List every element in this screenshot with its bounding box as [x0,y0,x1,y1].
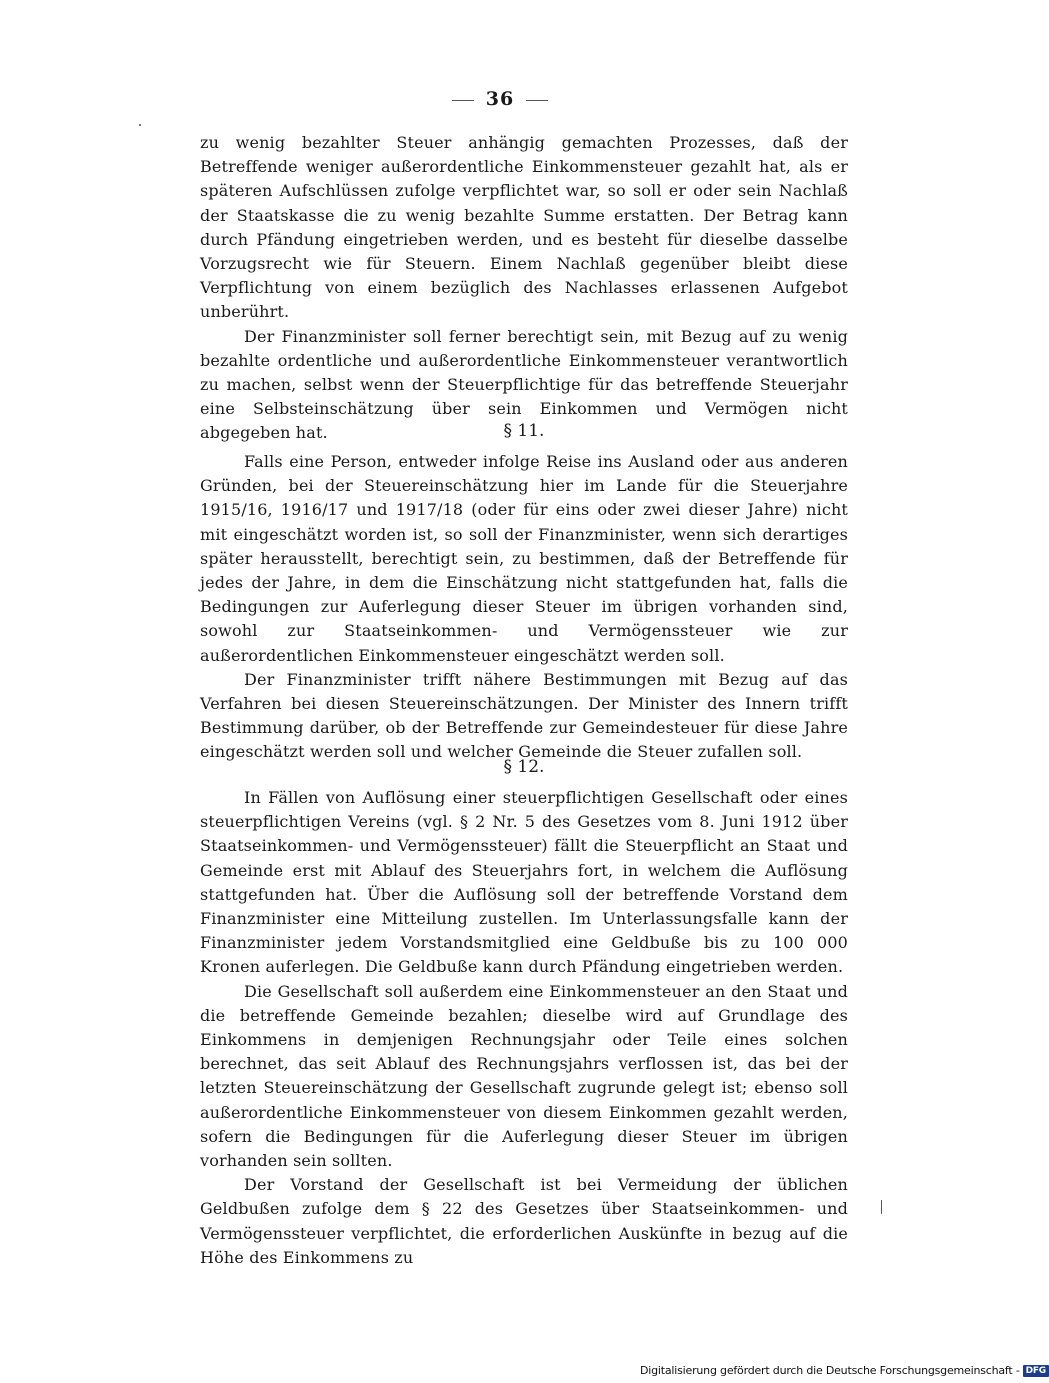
top-text-block [200,131,848,446]
footer-text: Digitalisierung gefördert durch die Deutsche Forschungsgemeinschaft - [640,1364,1020,1377]
section-12-heading: § 12. [503,757,545,777]
section-11-heading: § 11. [503,421,545,441]
paragraph-continuation: zu wenig bezahlter Steuer anhängig gemachten Prozesses, daß der Betreffende weniger außerordentliche Einkommensteuer gezahlt hat, als er späteren Aufschlüssen zufolge verpflichtet war, so soll er oder sein Nachlaß der Staatskasse die zu wenig bezahlte Summe erstatten. Der Betrag kann durch Pfändung eingetrieben werden, und es besteht für dieselbe dasselbe Vorzugsrecht wie für Steuern. Einem Nachlaß gegenüber bleibt diese Verpflichtung von einem bezüglich des Nachlasses erlassenen Aufgebot unberührt. [200,133,848,322]
section-12-paragraph-1: In Fällen von Auflösung einer steuerpflichtigen Gesellschaft oder eines steuerpflichtigen Vereins (vgl. § 2 Nr. 5 des Gesetzes vom 8. Juni 1912 über Staatseinkommen- und Vermögenssteuer) fällt die Steuerpflicht an Staat und Gemeinde erst mit Ablauf des Steuerjahrs fort, in welchem die Auflösung stattgefunden hat. Über die Auflösung soll der betreffende Vorstand dem Finanzminister eine Mitteilung zustellen. Im Unterlassungsfalle kann der Finanzminister jedem Vorstandsmitglied eine Geldbuße bis zu 100 000 Kronen auferlegen. Die Geldbuße kann durch Pfändung eingetrieben werden. [200,788,848,977]
page-number: 36 [485,88,515,110]
section-12-paragraph-2: Die Gesellschaft soll außerdem eine Einkommensteuer an den Staat und die betreffende Gemeinde bezahlen; dieselbe wird auf Grundlage des Einkommens in demjenigen Rechnungsjahr oder Teile eines solchen berechnet, das seit Ablauf des Rechnungsjahrs verflossen ist, das bei der letzten Steuereinschätzung der Gesellschaft zugrunde gelegt ist; ebenso soll außerordentliche Einkommensteuer von diesem Einkommen gezahlt werden, sofern die Bedingungen für die Auferlegung dieser Steuer im übrigen vorhanden sein sollten. [200,981,848,1171]
section-11-paragraph-1: Falls eine Person, entweder infolge Reise ins Ausland oder aus anderen Gründen, bei der Steuereinschätzung hier im Lande für die Steuerjahre 1915/16, 1916/17 und 1917/18 (oder für eins oder zwei dieser Jahre) nicht mit eingeschätzt worden ist, so soll der Finanzminister, wenn sich derartiges später herausstellt, berechtigt sein, zu bestimmen, daß der Betreffende für jedes der Jahre, in dem die Einschätzung nicht stattgefunden hat, falls die Bedingungen zur Auferlegung dieser Steuer im übrigen vorhanden sind, sowohl zur Staatseinkommen- und Vermögenssteuer wie zur außerordentlichen Einkommensteuer eingeschätzt werden soll. [200,452,848,665]
page-header [0,88,1000,110]
scan-speck [139,124,141,126]
dfg-logo-icon: DFG [1023,1365,1049,1377]
paragraph-finance-minister: Der Finanzminister soll ferner berechtigt sein, mit Bezug auf zu wenig bezahlte ordentliche und außerordentliche Einkommensteuer verantwortlich zu machen, selbst wenn der Steuerpflichtige für das betreffende Steuerjahr eine Selbsteinschätzung über sein Einkommen und Vermögen nicht abgegeben hat. [200,326,848,443]
footer-credit [640,1364,1049,1377]
section-11-body [200,450,848,765]
header-dash-right [526,100,548,101]
scan-speck [881,1200,882,1214]
section-12-body [200,786,848,1270]
header-dash-left [452,100,474,101]
section-11-paragraph-2: Der Finanzminister trifft nähere Bestimmungen mit Bezug auf das Verfahren bei diesen Steuereinschätzungen. Der Minister des Innern trifft Bestimmung darüber, ob der Betreffende zur Gemeindesteuer für diese Jahre eingeschätzt werden soll und welcher Gemeinde die Steuer zufallen soll. [200,669,848,762]
section-12-paragraph-3: Der Vorstand der Gesellschaft ist bei Vermeidung der üblichen Geldbußen zufolge dem § 22 des Gesetzes über Staatseinkommen- und Vermögenssteuer verpflichtet, die erforderlichen Auskünfte in bezug auf die Höhe des Einkommens zu [200,1175,848,1267]
